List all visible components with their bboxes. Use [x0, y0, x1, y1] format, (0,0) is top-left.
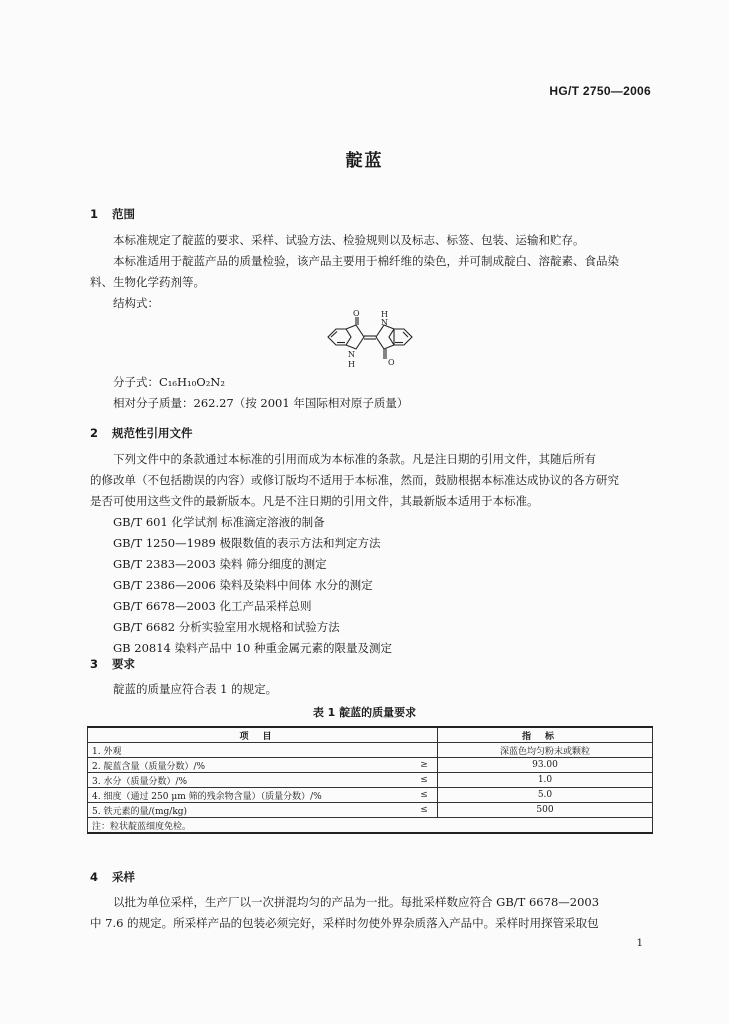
structure-label: 结构式：: [113, 296, 159, 310]
section-3-body: [90, 679, 650, 700]
operator-cell: ≥: [411, 758, 438, 773]
column-header-item: 项目: [88, 727, 438, 743]
paragraph: 靛蓝的质量应符合表 1 的规定。: [113, 682, 278, 696]
molar-mass: 相对分子质量：262.27（按 2001 年国际相对原子质量）: [113, 396, 409, 410]
item-cell: 2. 靛蓝含量（质量分数）/%: [88, 758, 412, 773]
section-1-body: [90, 230, 650, 314]
table-row: [88, 743, 653, 758]
table-row: [88, 803, 653, 818]
page-number: 1: [636, 938, 643, 949]
svg-text:H: H: [381, 310, 388, 319]
section-number: 4: [90, 870, 99, 884]
value-cell: 500: [438, 803, 653, 818]
reference-item: GB 20814 染料产品中 10 种重金属元素的限量及测定: [113, 641, 392, 655]
table-note: 注：粒状靛蓝细度免检。: [88, 818, 653, 834]
svg-text:N: N: [381, 318, 388, 327]
section-number: 2: [90, 426, 99, 440]
operator-cell: ≤: [411, 803, 438, 818]
paragraph: 的修改单（不包括勘误的内容）或修订版均不适用于本标准，然而，鼓励根据本标准达成协议的各方研究: [90, 473, 619, 487]
operator-cell: ≤: [411, 773, 438, 788]
section-number: 1: [90, 207, 99, 221]
molecular-formula: 分子式：C₁₆H₁₀O₂N₂: [113, 375, 225, 389]
section-4-body: [90, 892, 650, 934]
svg-text:O: O: [353, 309, 360, 318]
reference-item: GB/T 2386—2006 染料及染料中间体 水分的测定: [113, 578, 373, 592]
table-row: [88, 773, 653, 788]
section-title: 范围: [112, 207, 135, 221]
svg-text:H: H: [348, 360, 355, 369]
column-header-index: 指标: [438, 727, 653, 743]
paragraph: 以批为单位采样，生产厂以一次拼混均匀的产品为一批。每批采样数应符合 GB/T 6678—2003: [113, 895, 600, 909]
section-title: 要求: [112, 657, 135, 671]
paragraph: 本标准规定了靛蓝的要求、采样、试验方法、检验规则以及标志、标签、包装、运输和贮存。: [113, 233, 585, 247]
item-cell: 4. 细度（通过 250 μm 筛的残余物含量）（质量分数）/%: [88, 788, 412, 803]
section-3-heading: [90, 656, 135, 672]
table-row: [88, 758, 653, 773]
item-cell: 1. 外观: [88, 743, 412, 758]
value-cell: 93.00: [438, 758, 653, 773]
indigo-structure-diagram: [318, 307, 428, 379]
value-cell: 深蓝色均匀粉末或颗粒: [438, 743, 653, 758]
table-header-row: [88, 727, 653, 743]
item-cell: 3. 水分（质量分数）/%: [88, 773, 412, 788]
document-title: 靛蓝: [345, 151, 384, 171]
section-title: 规范性引用文件: [112, 426, 193, 440]
section-number: 3: [90, 657, 99, 671]
value-cell: 5.0: [438, 788, 653, 803]
section-2-body: [90, 449, 650, 659]
reference-item: GB/T 601 化学试剂 标准滴定溶液的制备: [113, 515, 325, 529]
paragraph: 是否可使用这些文件的最新版本。凡是不注日期的引用文件，其最新版本适用于本标准。: [90, 494, 539, 508]
paragraph: 下列文件中的条款通过本标准的引用而成为本标准的条款。凡是注日期的引用文件，其随后所有: [113, 452, 596, 466]
section-1-formula-block: [90, 372, 650, 414]
svg-text:O: O: [388, 358, 395, 367]
table-note-row: [88, 818, 653, 834]
paragraph: 本标准适用于靛蓝产品的质量检验，该产品主要用于棉纤维的染色，并可制成靛白、溶靛素、食品染: [113, 254, 619, 268]
value-cell: 1.0: [438, 773, 653, 788]
table-row: [88, 788, 653, 803]
reference-item: GB/T 6682 分析实验室用水规格和试验方法: [113, 620, 340, 634]
paragraph: 料、生物化学药剂等。: [90, 275, 205, 289]
item-cell: 5. 铁元素的量/(mg/kg): [88, 803, 412, 818]
svg-text:N: N: [348, 350, 355, 359]
section-1-heading: [90, 206, 135, 222]
operator-cell: [411, 743, 438, 758]
section-title: 采样: [112, 870, 135, 884]
section-4-heading: [90, 869, 135, 885]
table-caption: 表 1 靛蓝的质量要求: [312, 706, 417, 719]
operator-cell: ≤: [411, 788, 438, 803]
reference-item: GB/T 2383—2003 染料 筛分细度的测定: [113, 557, 327, 571]
reference-item: GB/T 6678—2003 化工产品采样总则: [113, 599, 312, 613]
paragraph: 中 7.6 的规定。所采样产品的包装必须完好，采样时勿使外界杂质落入产品中。采样时用探管采取包: [90, 916, 599, 930]
section-2-heading: [90, 425, 193, 441]
quality-requirements-table: [87, 726, 653, 834]
reference-item: GB/T 1250—1989 极限数值的表示方法和判定方法: [113, 536, 381, 550]
standard-code: HG/T 2750—2006: [549, 84, 651, 98]
